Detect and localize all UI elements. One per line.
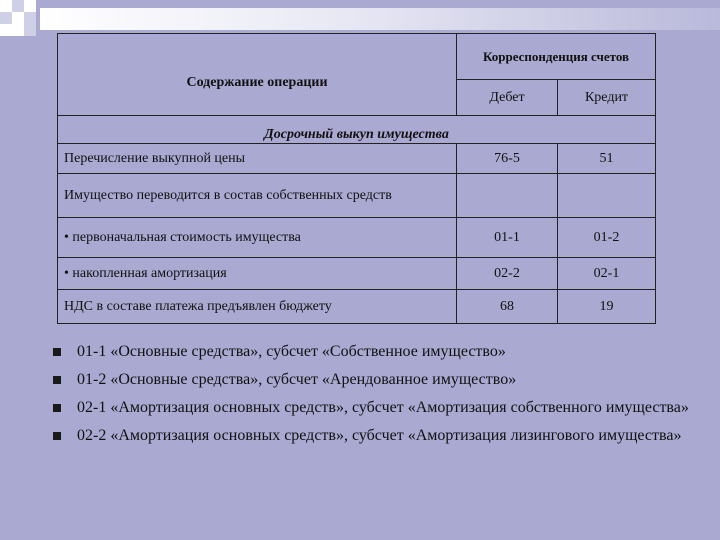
title-bar-decoration — [40, 8, 720, 30]
decor-square — [0, 0, 12, 12]
table-row — [58, 258, 656, 290]
note-text: 02-1 «Амортизация основных средств», субсчет «Амортизация собственного имущества» — [77, 399, 689, 416]
header-operation: Содержание операции — [58, 34, 457, 116]
row-label: • накопленная амортизация — [58, 258, 457, 290]
row-debit: 01-1 — [457, 218, 558, 258]
table-row — [58, 218, 656, 258]
note-text: 02-2 «Амортизация основных средств», субсчет «Амортизация лизингового имущества» — [77, 427, 682, 444]
row-debit: 68 — [457, 290, 558, 324]
row-credit: 01-2 — [558, 218, 656, 258]
list-item — [52, 340, 692, 363]
decor-square — [24, 12, 36, 24]
table-row — [58, 144, 656, 174]
account-notes-list — [52, 340, 692, 452]
header-correspondence: Корреспонденция счетов — [457, 34, 656, 80]
row-credit: 51 — [558, 144, 656, 174]
row-credit: 02-1 — [558, 258, 656, 290]
decor-square — [24, 24, 36, 36]
row-debit: 02-2 — [457, 258, 558, 290]
row-debit: 76-5 — [457, 144, 558, 174]
list-item — [52, 368, 692, 391]
list-item — [52, 396, 692, 419]
row-label: НДС в составе платежа предъявлен бюджету — [58, 290, 457, 324]
decor-square — [24, 0, 36, 12]
row-credit — [558, 174, 656, 218]
decor-square — [0, 12, 12, 24]
decor-square — [0, 24, 12, 36]
list-item — [52, 424, 692, 447]
square-bullet-icon — [53, 404, 61, 412]
decor-square — [12, 12, 24, 24]
section-title: Досрочный выкуп имущества — [58, 116, 656, 144]
square-bullet-icon — [53, 376, 61, 384]
row-label: Перечисление выкупной цены — [58, 144, 457, 174]
decor-square — [12, 24, 24, 36]
note-text: 01-1 «Основные средства», субсчет «Собственное имущество» — [77, 343, 506, 360]
table-row — [58, 174, 656, 218]
header-debit: Дебет — [457, 80, 558, 116]
square-bullet-icon — [53, 432, 61, 440]
header-credit: Кредит — [558, 80, 656, 116]
row-label: • первоначальная стоимость имущества — [58, 218, 457, 258]
row-credit: 19 — [558, 290, 656, 324]
row-debit — [457, 174, 558, 218]
row-label: Имущество переводится в состав собственных средств — [58, 174, 457, 218]
square-bullet-icon — [53, 348, 61, 356]
note-text: 01-2 «Основные средства», субсчет «Арендованное имущество» — [77, 371, 517, 388]
table-row — [58, 290, 656, 324]
accounting-entries-table — [57, 33, 656, 324]
decor-square — [12, 0, 24, 12]
